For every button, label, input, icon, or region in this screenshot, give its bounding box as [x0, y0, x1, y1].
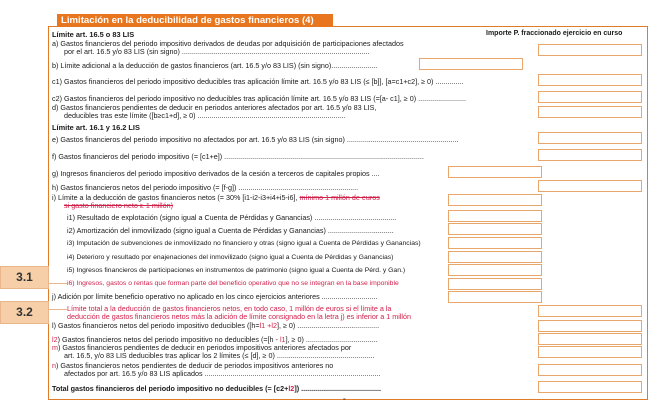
field-i5[interactable]	[448, 264, 542, 276]
callout-line-3-2	[49, 309, 67, 310]
row-n-text: ) Gastos financieros netos pendientes de deducir de periodos impositivos anteriores no	[56, 361, 334, 370]
column-header: Importe P. fraccionado ejercicio en curso	[486, 30, 623, 37]
section-title-bar: Limitación en la deducibilidad de gastos financieros (4)	[57, 14, 333, 27]
field-f[interactable]	[538, 149, 642, 161]
field-c1[interactable]	[538, 74, 642, 86]
field-m[interactable]	[538, 346, 642, 358]
footnote-mark: °	[343, 398, 346, 405]
row-d-line1: d) Gastos financieros pendientes de deducir en periodos anteriores afectados por art. 16.5 y/o 83 LIS,	[52, 103, 377, 112]
row-l2-letter: l2	[52, 335, 58, 344]
row-i-text: i) Límite a la deducción de gastos financieros netos (= 30% [i1-i2-i3+i4+i5-i6],	[52, 193, 300, 202]
field-i4[interactable]	[448, 251, 542, 263]
field-n[interactable]	[538, 364, 642, 376]
row-l-suffix: ], ≥ 0) .........................................	[276, 321, 380, 330]
row-g: g) Ingresos financieros del periodo impositivo derivados de la cesión a terceros de capitales propios ....	[52, 169, 380, 178]
row-m-line2: art. 16.5, y/o 83 LIS deducibles tras aplicar los 2 límites (≤ [d], ≥ 0) .................................................	[64, 351, 375, 360]
callout-line-3-1	[49, 283, 67, 284]
field-i1[interactable]	[448, 210, 542, 222]
field-i3[interactable]	[448, 237, 542, 249]
row-l2-suffix: ], ≥ 0) ....................................	[285, 335, 378, 344]
field-i6[interactable]	[448, 278, 542, 290]
field-h[interactable]	[538, 180, 642, 192]
row-i5: i5) Ingresos financieros de participaciones en instrumentos de patrimonio (signo igual a Cuenta de Pérd. y Gan.)	[67, 267, 406, 274]
row-l2-red: l1	[279, 335, 286, 344]
row-n-letter: n	[52, 361, 56, 370]
row-l	[52, 322, 379, 329]
row-k-line2: deducción de gastos financieros netos más la adición de límite consignado en la letra j) es inferior a 1 millón	[67, 312, 411, 321]
row-h: h) Gastos financieros netos del periodo impositivo (= [f-g]) ............................................................	[52, 183, 359, 192]
row-total-suffix: ]) ........................................	[294, 384, 381, 393]
row-total	[52, 385, 381, 392]
row-total-text: Total gastos financieros del periodo impositivo no deducibles (= [c2+	[52, 384, 289, 393]
field-d[interactable]	[538, 106, 642, 118]
row-e: e) Gastos financieros del periodo impositivo no afectados por art. 16.5 y/o 83 LIS (sin signo) ........................................................	[52, 135, 459, 144]
field-g[interactable]	[448, 166, 542, 178]
field-k[interactable]	[538, 305, 642, 317]
row-i6: i6) Ingresos, gastos o rentas que forman parte del beneficio operativo que no se integran en la base imponible	[67, 280, 399, 287]
row-i-struck-line2: si gasto financiero neto ≥ 1 millón)	[64, 201, 174, 210]
row-k-line1: Límite total a la deducción de gastos financieros netos, en todo caso, 1 millón de euros si el límite a la	[67, 304, 392, 313]
row-m-text: ) Gastos financieros pendientes de deducir en periodos impositivos anteriores afectados por	[58, 343, 352, 352]
field-total[interactable]	[538, 381, 642, 393]
row-a-line1: a) Gastos financieros del periodo impositivo derivados de deudas por adquisición de participaciones afectados	[52, 39, 404, 48]
field-l2[interactable]	[538, 333, 642, 345]
row-l-text: l) Gastos financieros netos del periodo impositivo deducibles ([h=	[52, 321, 260, 330]
row-c2: c2) Gastos financieros del periodo impositivo no deducibles tras aplicación límite art. 16.5 y/o 83 LIS (=[a- c1], ≥ 0) ........................	[52, 94, 467, 103]
callout-tag-3-1: 3.1	[0, 266, 49, 289]
row-i-struck-text: mínimo 1 millón de euros	[299, 193, 380, 202]
field-i[interactable]	[448, 194, 542, 206]
row-i3: i3) Imputación de subvenciones de inmovilizado no financiero y otras (signo igual a Cuenta de Pérdidas y Ganancias)	[67, 240, 421, 247]
field-c2[interactable]	[538, 91, 642, 103]
section-heading-16-1: Límite art. 16.1 y 16.2 LIS	[52, 123, 140, 132]
field-i2[interactable]	[448, 223, 542, 235]
row-a-line2: por el art. 16.5 y/o 83 LIS (sin signo) ..............................................................................................	[64, 47, 370, 56]
row-n-line2: afectados por art. 16.5 y/o 83 LIS aplicados ........................................................................................	[64, 369, 381, 378]
row-i1: i1) Resultado de explotación (signo igual a Cuenta de Pérdidas y Ganancias) .........................................	[67, 213, 397, 222]
row-c1: c1) Gastos financieros del periodo impositivo deducibles tras aplicación límite art. 16.5 y/o 83 LIS (≤ [b]], [a=c1+c2], ≥ 0) ..............	[52, 77, 464, 86]
field-j[interactable]	[448, 291, 542, 303]
row-i2: i2) Amortización del inmovilizado (signo igual a Cuenta de Pérdidas y Ganancias) .................................	[67, 226, 394, 235]
row-total-red: l2	[288, 384, 295, 393]
row-b: b) Límite adicional a la deducción de gastos financieros (art. 16.5 y/o 83 LIS) (sin signo).......................	[52, 61, 378, 70]
field-a[interactable]	[538, 44, 642, 56]
row-m-letter: m	[52, 343, 58, 352]
row-i4: i4) Deterioro y resultado por enajenaciones del inmovilizado (signo igual a Cuenta de Pérdidas y Ganancias)	[67, 254, 394, 261]
section-heading-16-5: Límite art. 16.5 o 83 LIS	[52, 30, 135, 39]
row-f: f) Gastos financieros del periodo impositivo (= [c1+e]) ....................................................................................................	[52, 152, 424, 161]
row-d-line2: deducibles tras este límite ([b≥c1+d], ≥ 0) ..........................................................................	[64, 111, 346, 120]
row-l-red: l1 +l2	[259, 321, 277, 330]
callout-tag-3-2: 3.2	[0, 301, 49, 324]
field-e[interactable]	[538, 132, 642, 144]
row-j: j) Adición por límite beneficio operativo no aplicado en los cinco ejercicios anteriores ............................	[52, 292, 378, 301]
row-l2-text: ) Gastos financieros netos del periodo impositivo no deducibles (=[h -	[57, 335, 280, 344]
field-b[interactable]	[419, 58, 523, 70]
field-l[interactable]	[538, 320, 642, 332]
